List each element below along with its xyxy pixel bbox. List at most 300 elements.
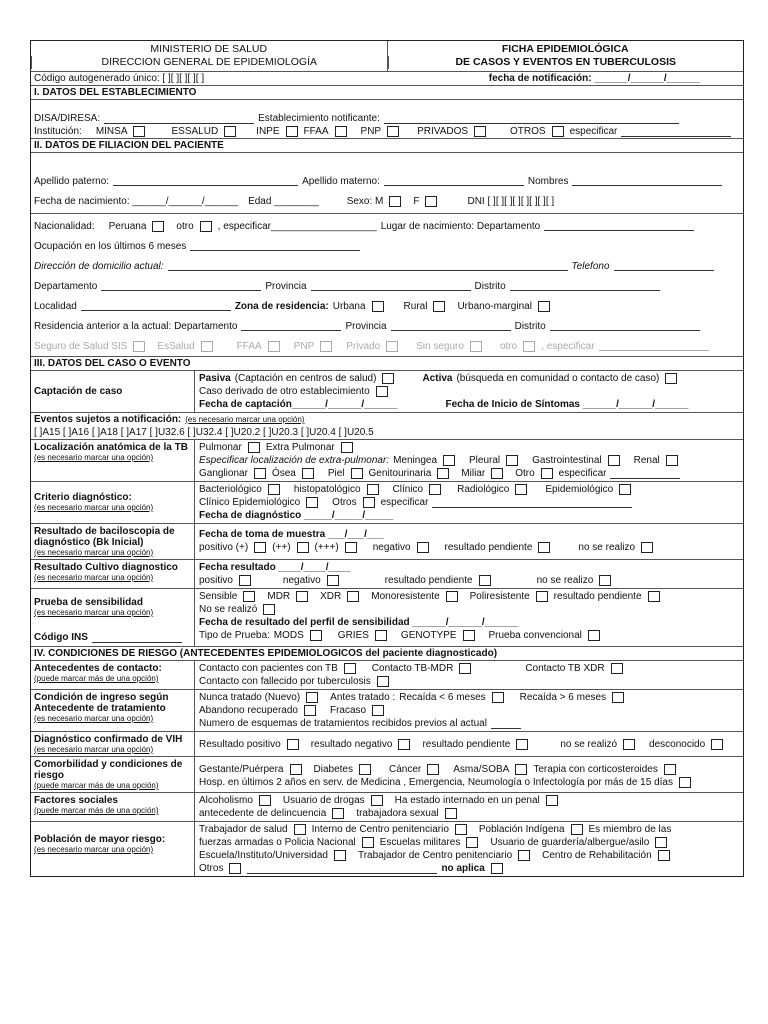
- diabetes-label: Diabetes: [313, 764, 353, 775]
- diabetes-checkbox[interactable]: [359, 764, 371, 775]
- criterio-especificar-label: especificar: [380, 497, 429, 508]
- contacto-mdr-checkbox[interactable]: [459, 663, 471, 674]
- sis-checkbox[interactable]: [133, 341, 145, 352]
- pasiva-checkbox[interactable]: [382, 373, 394, 384]
- nunca-tratado-label: Nunca tratado (Nuevo): [199, 692, 301, 703]
- asma-label: Asma/SOBA: [453, 764, 510, 775]
- extrapulmonar-label: Extra Pulmonar: [265, 442, 335, 453]
- renal-checkbox[interactable]: [666, 455, 678, 466]
- abandono-label: Abandono recuperado: [199, 705, 298, 716]
- cultivo-positivo-checkbox[interactable]: [239, 575, 251, 586]
- minsa-label: MINSA: [95, 126, 128, 137]
- pulmonar-checkbox[interactable]: [248, 442, 260, 453]
- seguro-especificar-field[interactable]: [599, 341, 709, 351]
- monoresistente-label: Monoresistente: [371, 591, 440, 602]
- bk-ppp-label: (+++): [314, 542, 339, 553]
- cultivo-no-realizo-label: no se realizo: [536, 575, 594, 586]
- code-row: [31, 72, 743, 86]
- bk-pendiente-label: resultado pendiente: [444, 542, 533, 553]
- sexo-m-label: Sexo: M: [346, 195, 384, 207]
- bk-positivo-checkbox[interactable]: [254, 542, 266, 553]
- criterio-row: [31, 482, 743, 524]
- poblacion-hint: (es necesario marcar una opción): [34, 845, 154, 854]
- ficha-line-2: DE CASOS Y EVENTOS EN TUBERCULOSIS: [388, 56, 744, 69]
- extrapulmonar-checkbox[interactable]: [341, 442, 353, 453]
- lugar-nacimiento-label: Lugar de nacimiento: Departamento: [380, 220, 541, 232]
- ocupacion-label: Ocupación en los últimos 6 meses: [34, 240, 187, 252]
- meningea-checkbox[interactable]: [443, 455, 455, 466]
- vih-negativo-label: resultado negativo: [310, 738, 393, 750]
- ficha-block: [387, 41, 744, 71]
- cancer-checkbox[interactable]: [427, 764, 439, 775]
- comorbilidad-label: Comorbilidad y condiciones de riesgo: [34, 759, 183, 781]
- mods-label: MODS: [273, 630, 304, 641]
- ffaa-checkbox[interactable]: [335, 126, 347, 137]
- section-3-heading: III. DATOS DEL CASO O EVENTO: [34, 358, 191, 369]
- drogas-checkbox[interactable]: [371, 795, 383, 806]
- rehab-checkbox[interactable]: [658, 850, 670, 861]
- cancer-label: Cáncer: [388, 764, 422, 775]
- localidad-label: Localidad: [34, 300, 77, 312]
- departamento-label: Departamento: [34, 280, 98, 292]
- residencia-distrito-field[interactable]: [550, 321, 700, 331]
- mods-checkbox[interactable]: [310, 630, 322, 641]
- sensibilidad-label: Prueba de sensibilidad: [34, 597, 143, 608]
- otro-loc-checkbox[interactable]: [541, 468, 553, 479]
- notification-date[interactable]: fecha de notificación: ______/______/______: [488, 73, 700, 84]
- ministry-line-1: MINISTERIO DE SALUD: [150, 43, 268, 55]
- seguro-row: [31, 336, 743, 356]
- codigo-ins-label: Código INS: [34, 632, 88, 643]
- eventos-row: [31, 413, 743, 440]
- comorbilidad-row: [31, 757, 743, 793]
- ocupacion-field[interactable]: [190, 241, 360, 251]
- section-3-title: [31, 357, 743, 371]
- bacteriologico-checkbox[interactable]: [268, 484, 280, 495]
- vih-pendiente-checkbox[interactable]: [516, 739, 528, 750]
- bk-pendiente-checkbox[interactable]: [538, 542, 550, 553]
- provincia-field[interactable]: [311, 281, 471, 291]
- direccion-field[interactable]: [168, 261, 568, 271]
- provincia-label: Provincia: [265, 280, 307, 292]
- localidad-field[interactable]: [81, 301, 231, 311]
- factores-row: [31, 793, 743, 822]
- miembro-label: Es miembro de las: [588, 824, 672, 835]
- seguro-pnp-label: PNP: [293, 340, 315, 352]
- sens-no-realizo-label: No se realizó: [199, 604, 258, 615]
- asma-checkbox[interactable]: [515, 764, 527, 775]
- pleural-label: Pleural: [469, 455, 501, 466]
- essalud-label: ESSALUD: [171, 126, 219, 137]
- bk-pp-label: (++): [272, 542, 291, 553]
- esquemas-label: Numero de esquemas de tratamientos recibidos previos al actual: [199, 718, 487, 729]
- sexo-f-checkbox[interactable]: [425, 196, 437, 207]
- cultivo-pendiente-label: resultado pendiente: [384, 575, 473, 586]
- pasiva-label: Pasiva: [199, 373, 231, 384]
- esquemas-field[interactable]: [491, 719, 521, 729]
- vih-hint: (es necesario marcar una opción): [34, 745, 154, 754]
- vih-positivo-checkbox[interactable]: [287, 739, 299, 750]
- otros-poblacion-checkbox[interactable]: [229, 863, 241, 874]
- cultivo-pendiente-checkbox[interactable]: [479, 575, 491, 586]
- poblacion-label: Población de mayor riesgo:: [34, 834, 166, 845]
- histopatologico-label: histopatológico: [293, 484, 361, 495]
- urbano-marginal-checkbox[interactable]: [538, 301, 550, 312]
- piel-checkbox[interactable]: [351, 468, 363, 479]
- vih-no-realizo-checkbox[interactable]: [623, 739, 635, 750]
- residencia-departamento-field[interactable]: [241, 321, 341, 331]
- rural-checkbox[interactable]: [433, 301, 445, 312]
- establecimiento-field[interactable]: [384, 114, 679, 124]
- derivado-checkbox[interactable]: [376, 386, 388, 397]
- sens-pendiente-checkbox[interactable]: [648, 591, 660, 602]
- histopatologico-checkbox[interactable]: [367, 484, 379, 495]
- convencional-checkbox[interactable]: [588, 630, 600, 641]
- genotype-checkbox[interactable]: [463, 630, 475, 641]
- radiologico-label: Radiológico: [457, 484, 510, 495]
- peruana-checkbox[interactable]: [152, 221, 164, 232]
- seguro-privado-checkbox[interactable]: [386, 341, 398, 352]
- epidemiologico-checkbox[interactable]: [619, 484, 631, 495]
- sensible-checkbox[interactable]: [243, 591, 255, 602]
- seguro-otro-label: otro: [499, 340, 518, 352]
- pasiva-desc: (Captación en centros de salud): [234, 373, 377, 384]
- otros-poblacion-field[interactable]: [247, 864, 437, 874]
- fecha-inicio-sintomas[interactable]: Fecha de Inicio de Síntomas ______/______/______: [445, 399, 689, 410]
- escuela-label: Escuela/Instituto/Universidad: [199, 850, 328, 861]
- bacteriologico-label: Bacteriológico: [199, 484, 262, 495]
- contacto-fallecido-checkbox[interactable]: [377, 676, 389, 687]
- fecha-toma-muestra[interactable]: Fecha de toma de muestra ___/___/___: [199, 529, 384, 540]
- contacto-label: Antecedentes de contacto:: [34, 663, 162, 674]
- minsa-checkbox[interactable]: [133, 126, 145, 137]
- autogenerated-code[interactable]: Código autogenerado único: [ ][ ][ ][ ][ ]: [34, 73, 205, 84]
- hospitalizacion-label: Hosp. en últimos 2 años en serv. de Medicina , Emergencia, Neumología o Infectología por más de 15 días: [199, 777, 673, 788]
- interno-penit-label: Interno de Centro penitenciario: [311, 824, 449, 835]
- sin-seguro-checkbox[interactable]: [470, 341, 482, 352]
- gries-label: GRIES: [337, 630, 369, 641]
- edad-field[interactable]: Edad ________: [248, 195, 319, 207]
- gestante-checkbox[interactable]: [290, 764, 302, 775]
- seguro-essalud-label: EsSalud: [157, 340, 195, 352]
- pleural-checkbox[interactable]: [506, 455, 518, 466]
- sens-no-realizo-checkbox[interactable]: [263, 604, 275, 615]
- contacto-tb-label: Contacto con pacientes con TB: [199, 663, 338, 674]
- mdr-label: MDR: [267, 591, 291, 602]
- localizacion-label: Localización anatómica de la TB: [34, 442, 188, 453]
- delincuencia-checkbox[interactable]: [332, 808, 344, 819]
- residencia-distrito-label: Distrito: [514, 320, 546, 332]
- pulmonar-label: Pulmonar: [199, 442, 242, 453]
- militares-label: Escuelas militares: [379, 837, 461, 848]
- hospitalizacion-checkbox[interactable]: [679, 777, 691, 788]
- especificar-nac-field[interactable]: , especificar___________________: [217, 220, 377, 232]
- vih-desconocido-label: desconocido: [649, 738, 706, 750]
- section-4-heading: IV. CONDICIONES DE RIESGO (ANTECEDENTES EPIDEMIOLOGICOS del paciente diagnosticado): [34, 648, 498, 659]
- ffaa-label: FFAA: [303, 126, 329, 137]
- contacto-hint: (puede marcar más de una opción): [34, 674, 159, 683]
- extrapulmonar-especificar: Especificar localización de extra-pulmonar:: [199, 455, 390, 466]
- radiologico-checkbox[interactable]: [515, 484, 527, 495]
- cultivo-negativo-label: negativo: [282, 575, 321, 586]
- otros-checkbox[interactable]: [552, 126, 564, 137]
- vih-label: Diagnóstico confirmado de VIH: [34, 734, 183, 745]
- departamento-field[interactable]: [101, 281, 261, 291]
- alcoholismo-checkbox[interactable]: [259, 795, 271, 806]
- gastro-checkbox[interactable]: [608, 455, 620, 466]
- section-2-heading: II. DATOS DE FILIACION DEL PACIENTE: [34, 140, 224, 151]
- recaida-menor-label: Recaída < 6 meses: [399, 692, 486, 703]
- bk-negativo-checkbox[interactable]: [417, 542, 429, 553]
- fracaso-label: Fracaso: [329, 705, 367, 716]
- nacionalidad-label: Nacionalidad:: [34, 220, 95, 232]
- drogas-label: Usuario de drogas: [282, 795, 365, 806]
- bk-ppp-checkbox[interactable]: [345, 542, 357, 553]
- cultivo-hint: (es necesario marcar una opción): [34, 573, 154, 582]
- event-codes[interactable]: [ ]A15 [ ]A16 [ ]A18 [ ]A17 [ ]U32.6 [ ]U32.4 [ ]U20.2 [ ]U20.3 [ ]U20.4 [ ]U20.5: [34, 427, 374, 438]
- indigena-label: Población Indígena: [478, 824, 565, 835]
- clinico-checkbox[interactable]: [429, 484, 441, 495]
- sensible-label: Sensible: [199, 591, 238, 602]
- criterio-especificar-field[interactable]: [432, 498, 632, 508]
- direccion-label: Dirección de domicilio actual:: [34, 260, 164, 272]
- seguro-ffaa-label: FFAA: [236, 340, 262, 352]
- militares-checkbox[interactable]: [466, 837, 478, 848]
- rehab-label: Centro de Rehabilitación: [542, 850, 652, 861]
- ganglionar-checkbox[interactable]: [254, 468, 266, 479]
- residencia-provincia-field[interactable]: [391, 321, 511, 331]
- lugar-nacimiento-field[interactable]: [544, 221, 694, 231]
- piel-label: Piel: [327, 468, 345, 479]
- xdr-checkbox[interactable]: [347, 591, 359, 602]
- contacto-fallecido-label: Contacto con fallecido por tuberculosis: [199, 676, 371, 687]
- contacto-xdr-checkbox[interactable]: [611, 663, 623, 674]
- nunca-tratado-checkbox[interactable]: [306, 692, 318, 703]
- gries-checkbox[interactable]: [375, 630, 387, 641]
- osea-checkbox[interactable]: [302, 468, 314, 479]
- otros-criterio-checkbox[interactable]: [363, 497, 375, 508]
- ingreso-label: Condición de ingreso según Antecedente de tratamiento: [34, 692, 169, 714]
- peruana-label: Peruana: [108, 220, 147, 232]
- vih-row: [31, 732, 743, 757]
- section-1-heading: I. DATOS DEL ESTABLECIMIENTO: [34, 87, 197, 98]
- trab-salud-checkbox[interactable]: [294, 824, 306, 835]
- essalud-checkbox[interactable]: [224, 126, 236, 137]
- sens-pendiente-label: resultado pendiente: [553, 591, 642, 602]
- otros-label: OTROS: [510, 126, 546, 137]
- trabajadora-sexual-checkbox[interactable]: [445, 808, 457, 819]
- nombres-label: Nombres: [527, 175, 569, 187]
- activa-desc: (búsqueda en comunidad o contacto de caso): [456, 373, 660, 384]
- activa-checkbox[interactable]: [665, 373, 677, 384]
- trab-penit-checkbox[interactable]: [518, 850, 530, 861]
- urbano-marginal-label: Urbano-marginal: [457, 300, 532, 312]
- seguro-otro-checkbox[interactable]: [523, 341, 535, 352]
- fecha-resultado-cultivo[interactable]: Fecha resultado ____/____/____: [199, 562, 351, 573]
- abandono-checkbox[interactable]: [304, 705, 316, 716]
- apellido-paterno-label: Apellido paterno:: [34, 175, 110, 187]
- section-1-title: [31, 86, 743, 100]
- vih-no-realizo-label: no se realizó: [560, 738, 618, 750]
- otro-nac-label: otro: [176, 220, 194, 232]
- cultivo-negativo-checkbox[interactable]: [327, 575, 339, 586]
- rural-label: Rural: [403, 300, 428, 312]
- delincuencia-label: antecedente de delincuencia: [199, 808, 327, 819]
- localizacion-row: [31, 440, 743, 482]
- penal-checkbox[interactable]: [546, 795, 558, 806]
- genotype-label: GENOTYPE: [400, 630, 457, 641]
- indigena-checkbox[interactable]: [571, 824, 583, 835]
- poblacion-row: [31, 822, 743, 876]
- ficha-line-1: FICHA EPIDEMIOLÓGICA: [501, 43, 629, 55]
- apellido-materno-label: Apellido materno:: [302, 175, 380, 187]
- meningea-label: Meningea: [393, 455, 438, 466]
- cultivo-row: [31, 560, 743, 589]
- interno-penit-checkbox[interactable]: [455, 824, 467, 835]
- distrito-field[interactable]: [510, 281, 660, 291]
- fuerzas-checkbox[interactable]: [362, 837, 374, 848]
- fecha-perfil-sensibilidad[interactable]: Fecha de resultado del perfil de sensibilidad ______/______/______: [199, 617, 519, 628]
- sensibilidad-row: [31, 589, 743, 647]
- vih-desconocido-checkbox[interactable]: [711, 739, 723, 750]
- gestante-label: Gestante/Puérpera: [199, 764, 284, 775]
- guarderia-label: Usuario de guardería/albergue/asilo: [490, 837, 650, 848]
- fecha-diagnostico[interactable]: Fecha de diagnóstico _____/_____/_____: [199, 510, 393, 521]
- activa-label: Activa: [422, 373, 453, 384]
- section-1-body: [31, 100, 743, 139]
- otro-loc-especificar: especificar: [558, 468, 607, 479]
- pnp-checkbox[interactable]: [387, 126, 399, 137]
- sensibilidad-hint: (es necesario marcar una opción): [34, 608, 154, 617]
- clinico-epi-label: Clínico Epidemiológico: [199, 497, 301, 508]
- tb-epidemiological-form: [30, 40, 744, 877]
- captacion-label: Captación de caso: [31, 371, 195, 412]
- privados-label: PRIVADOS: [417, 126, 469, 137]
- trab-penit-label: Trabajador de Centro penitenciario: [357, 850, 513, 861]
- residencia-provincia-label: Provincia: [345, 320, 387, 332]
- miliar-label: Miliar: [461, 468, 486, 479]
- renal-label: Renal: [633, 455, 660, 466]
- otro-loc-label: Otro: [515, 468, 535, 479]
- otro-nac-checkbox[interactable]: [200, 221, 212, 232]
- trabajadora-sexual-label: trabajadora sexual: [356, 808, 439, 819]
- contacto-tb-checkbox[interactable]: [344, 663, 356, 674]
- section-2-body: [31, 153, 743, 357]
- pnp-label: PNP: [360, 126, 382, 137]
- otros-poblacion-label: Otros: [199, 863, 224, 874]
- establecimiento-label: Establecimiento notificante:: [258, 113, 380, 124]
- fuerzas-label: fuerzas armadas o Policia Nacional: [199, 837, 356, 848]
- disa-label: DISA/DIRESA:: [34, 113, 101, 124]
- antes-tratado-label: Antes tratado :: [330, 692, 396, 703]
- vih-negativo-checkbox[interactable]: [398, 739, 410, 750]
- apellido-paterno-field[interactable]: [113, 176, 298, 186]
- seguro-ffaa-checkbox[interactable]: [268, 341, 280, 352]
- bk-no-realizo-checkbox[interactable]: [641, 542, 653, 553]
- convencional-label: Prueba convencional: [488, 630, 582, 641]
- comorbilidad-hint: (puede marcar más de una opción): [34, 781, 159, 790]
- section-2-title: [31, 139, 743, 153]
- dni-field[interactable]: DNI [ ][ ][ ][ ][ ][ ][ ][ ]: [467, 195, 555, 207]
- baciloscopia-row: [31, 524, 743, 560]
- poliresistente-label: Poliresistente: [469, 591, 530, 602]
- disa-field[interactable]: [104, 114, 254, 124]
- contacto-xdr-label: Contacto TB XDR: [525, 663, 605, 674]
- ganglionar-label: Ganglionar: [199, 468, 248, 479]
- privados-checkbox[interactable]: [474, 126, 486, 137]
- miliar-checkbox[interactable]: [491, 468, 503, 479]
- codigo-ins-field[interactable]: [92, 633, 182, 643]
- bk-negativo-label: negativo: [372, 542, 411, 553]
- recaida-mayor-label: Recaída > 6 meses: [519, 692, 607, 703]
- seguro-essalud-checkbox[interactable]: [201, 341, 213, 352]
- poliresistente-checkbox[interactable]: [536, 591, 548, 602]
- escuela-checkbox[interactable]: [334, 850, 346, 861]
- baciloscopia-label: Resultado de baciloscopia de diagnóstico (Bk Inicial): [34, 526, 175, 548]
- recaida-mayor-checkbox[interactable]: [612, 692, 624, 703]
- institucion-label: Institución:: [34, 126, 82, 137]
- fecha-nacimiento[interactable]: Fecha de nacimiento: ______/______/______: [34, 195, 239, 207]
- no-aplica-checkbox[interactable]: [491, 863, 503, 874]
- inpe-checkbox[interactable]: [286, 126, 298, 137]
- captacion-row: [31, 371, 743, 413]
- mdr-checkbox[interactable]: [296, 591, 308, 602]
- distrito-label: Distrito: [474, 280, 506, 292]
- alcoholismo-label: Alcoholismo: [199, 795, 253, 806]
- otro-loc-field[interactable]: [610, 469, 680, 479]
- localizacion-hint: (es necesario marcar una opción): [34, 453, 154, 462]
- telefono-field[interactable]: [614, 261, 714, 271]
- sexo-m-checkbox[interactable]: [389, 196, 401, 207]
- especificar-label: especificar: [569, 126, 618, 137]
- nombres-field[interactable]: [572, 176, 722, 186]
- terapia-checkbox[interactable]: [664, 764, 676, 775]
- monoresistente-checkbox[interactable]: [446, 591, 458, 602]
- sexo-f-label: F: [413, 195, 420, 207]
- fecha-captacion[interactable]: Fecha de captación______/______/______: [199, 399, 398, 410]
- clinico-epi-checkbox[interactable]: [306, 497, 318, 508]
- seguro-privado-label: Privado: [346, 340, 381, 352]
- cultivo-no-realizo-checkbox[interactable]: [599, 575, 611, 586]
- apellido-materno-field[interactable]: [384, 176, 524, 186]
- fracaso-checkbox[interactable]: [372, 705, 384, 716]
- terapia-label: Terapia con corticosteroides: [533, 764, 658, 775]
- bk-positivo-label: positivo (+): [199, 542, 249, 553]
- otros-criterio-label: Otros: [332, 497, 357, 508]
- urbana-label: Urbana: [332, 300, 366, 312]
- section-4-title: [31, 647, 743, 661]
- derivado-label: Caso derivado de otro establecimiento: [199, 386, 370, 397]
- gastro-label: Gastrointestinal: [532, 455, 602, 466]
- ministry-line-2: DIRECCION GENERAL DE EPIDEMIOLOGÍA: [31, 56, 387, 69]
- guarderia-checkbox[interactable]: [655, 837, 667, 848]
- recaida-menor-checkbox[interactable]: [492, 692, 504, 703]
- bk-pp-checkbox[interactable]: [297, 542, 309, 553]
- clinico-label: Clínico: [392, 484, 424, 495]
- baciloscopia-hint: (es necesario marcar una opción): [34, 548, 154, 557]
- form-header: [31, 41, 743, 72]
- cultivo-positivo-label: positivo: [199, 575, 233, 586]
- seguro-pnp-checkbox[interactable]: [320, 341, 332, 352]
- genito-checkbox[interactable]: [437, 468, 449, 479]
- bk-no-realizo-label: no se realizo: [578, 542, 636, 553]
- inpe-label: INPE: [256, 126, 280, 137]
- factores-hint: (puede marcar más de una opción): [34, 806, 159, 815]
- ingreso-hint: (es necesario marcar una opción): [34, 714, 154, 723]
- vih-pendiente-label: resultado pendiente: [422, 738, 511, 750]
- urbana-checkbox[interactable]: [372, 301, 384, 312]
- especificar-field[interactable]: [621, 127, 731, 137]
